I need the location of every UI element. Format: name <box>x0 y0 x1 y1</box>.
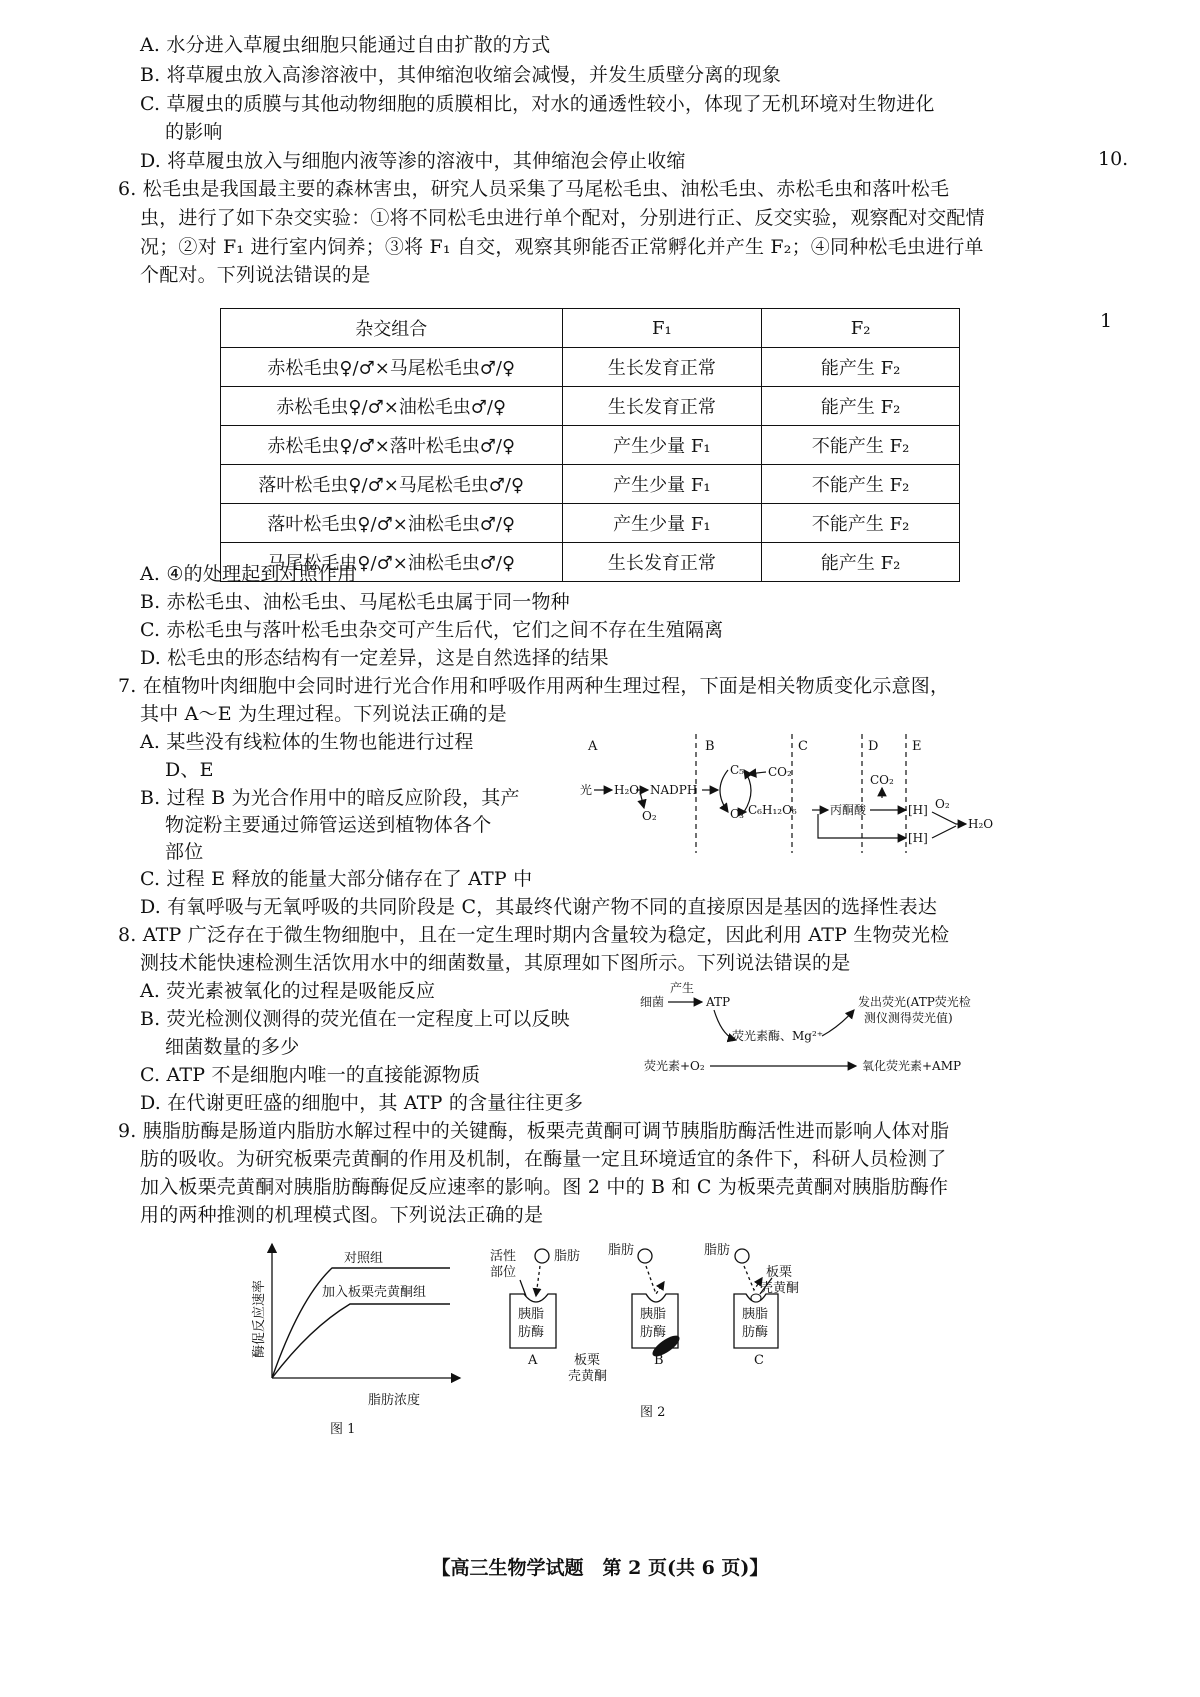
margin-number-1: 1 <box>1100 310 1113 332</box>
enzyme-label: 胰脂 <box>742 1307 769 1322</box>
q5-option-c: C. 草履虫的质膜与其他动物细胞的质膜相比，对水的通透性较小，体现了无机环境对生物进化 <box>140 93 935 115</box>
series-label-control: 对照组 <box>344 1251 384 1266</box>
stage-label-a: A <box>588 739 598 754</box>
q5-option-c-cont: 的影响 <box>165 121 223 143</box>
arrow <box>646 1266 664 1294</box>
table-cell: 产生少量 F₁ <box>562 465 762 504</box>
table-cell: 不能产生 F₂ <box>762 504 960 543</box>
enzyme-label: 肪酶 <box>518 1325 545 1340</box>
emit-label-2: 测仪测得荧光值) <box>864 1011 953 1025</box>
q8-option-c: C. ATP 不是细胞内唯一的直接能源物质 <box>140 1064 481 1086</box>
table-cell: 不能产生 F₂ <box>762 465 960 504</box>
q7-option-b: B. 过程 B 为光合作用中的暗反应阶段，其产 <box>140 787 520 809</box>
flavone-label: 板栗 <box>574 1353 601 1368</box>
q8-stem-2: 测技术能快速检测生活饮用水中的细菌数量，其原理如下图所示。下列说法错误的是 <box>140 952 851 974</box>
stage-label-c: C <box>798 739 808 754</box>
q7-option-b-cont1: 物淀粉主要通过筛管运送到植物体各个 <box>165 814 492 836</box>
table-cell: 赤松毛虫♀/♂×落叶松毛虫♂/♀ <box>221 426 563 465</box>
page-footer: 【高三生物学试题 第 2 页(共 6 页)】 <box>431 1557 769 1579</box>
figure-1-chart <box>250 1238 480 1438</box>
h2o-label: H₂O <box>614 783 640 797</box>
flavone-molecule <box>751 1294 761 1302</box>
q8-option-a: A. 荧光素被氧化的过程是吸能反应 <box>140 980 436 1002</box>
fat-molecule <box>535 1249 549 1263</box>
emit-label-1: 发出荧光(ATP荧光检 <box>858 995 971 1009</box>
q8-stem-1: 8. ATP 广泛存在于微生物细胞中，且在一定生理时期内含量较为稳定，因此利用 ATP 生物荧光检 <box>118 924 950 946</box>
fat-molecule <box>735 1249 749 1263</box>
arrow <box>748 772 766 774</box>
pyruvate-label: 丙酮酸 <box>830 803 867 817</box>
table-cell: 生长发育正常 <box>562 387 762 426</box>
table-cell: 落叶松毛虫♀/♂×马尾松毛虫♂/♀ <box>221 465 563 504</box>
q7-option-a-cont: D、E <box>165 759 214 781</box>
fat-label: 脂肪 <box>704 1243 731 1258</box>
metabolism-diagram <box>580 728 1010 858</box>
calvin-arc-left <box>720 770 728 812</box>
enzyme-label: 胰脂 <box>640 1307 667 1322</box>
fat-label: 脂肪 <box>554 1249 581 1264</box>
q5-option-b: B. 将草履虫放入高渗溶液中，其伸缩泡收缩会减慢，并发生质壁分离的现象 <box>140 64 782 86</box>
panel-label-a: A <box>528 1353 538 1368</box>
bacteria-label: 细菌 <box>640 995 665 1009</box>
q9-stem-4: 用的两种推测的机理模式图。下列说法正确的是 <box>140 1204 544 1226</box>
series-label-flavone: 加入板栗壳黄酮组 <box>322 1285 427 1300</box>
product-label: 氧化荧光素+AMP <box>862 1059 962 1073</box>
q5-option-d: D. 将草履虫放入与细胞内液等渗的溶液中，其伸缩泡会停止收缩 <box>140 150 686 172</box>
o2-e-label: O₂ <box>935 797 950 811</box>
enzyme-label: 肪酶 <box>640 1325 667 1340</box>
flavone-label: 壳黄酮 <box>760 1281 800 1296</box>
flavone-label: 板栗 <box>766 1265 793 1280</box>
stage-label-d: D <box>868 739 879 754</box>
table-cell: 生长发育正常 <box>562 348 762 387</box>
produce-label: 产生 <box>670 981 695 995</box>
margin-number-10: 10. <box>1098 148 1129 170</box>
stage-label-e: E <box>912 739 922 754</box>
table-cell: 生长发育正常 <box>562 543 762 582</box>
active-site-label-2: 部位 <box>490 1265 517 1280</box>
co2-d-label: CO₂ <box>870 773 894 787</box>
hybrid-table <box>220 308 960 582</box>
figure-2-mechanism <box>490 1238 870 1438</box>
fat-label: 脂肪 <box>608 1243 635 1258</box>
atp-fluorescence-diagram <box>640 980 1000 1080</box>
q6-stem-4: 个配对。下列说法错误的是 <box>140 264 371 286</box>
c5-label: C₅ <box>730 763 744 777</box>
q7-option-d: D. 有氧呼吸与无氧呼吸的共同阶段是 C，其最终代谢产物不同的直接原因是基因的选择性表达 <box>140 896 938 918</box>
light-label: 光 <box>580 783 593 797</box>
table-cell: 赤松毛虫♀/♂×油松毛虫♂/♀ <box>221 387 563 426</box>
q6-stem-2: 虫，进行了如下杂交实验：①将不同松毛虫进行单个配对，分别进行正、反交实验，观察配对交配情 <box>140 207 985 229</box>
arrow <box>822 1010 854 1036</box>
table-row <box>221 465 960 504</box>
y-axis-label: 酶促反应速率 <box>252 1279 267 1358</box>
fat-molecule <box>638 1249 652 1263</box>
reactant-label: 荧光素+O₂ <box>644 1059 705 1073</box>
panel-label-c: C <box>754 1353 764 1368</box>
o2-label: O₂ <box>642 809 657 823</box>
panel-label-b: B <box>654 1353 664 1368</box>
q6-option-d: D. 松毛虫的形态结构有一定差异，这是自然选择的结果 <box>140 647 609 669</box>
table-row <box>221 387 960 426</box>
h-label-1: [H] <box>908 803 928 817</box>
q6-stem-1: 6. 松毛虫是我国最主要的森林害虫，研究人员采集了马尾松毛虫、油松毛虫、赤松毛虫和落叶松毛 <box>118 178 950 200</box>
water-out-label: H₂O <box>968 817 994 831</box>
enzyme-label: 肪酶 <box>742 1325 769 1340</box>
co2-label: CO₂ <box>768 765 792 779</box>
table-cell: 能产生 F₂ <box>762 543 960 582</box>
table-cell: 马尾松毛虫♀/♂×油松毛虫♂/♀ <box>221 543 563 582</box>
enzyme-label: 胰脂 <box>518 1307 545 1322</box>
h-label-2: [H] <box>908 831 928 845</box>
arrow <box>536 1266 540 1296</box>
q9-stem-3: 加入板栗壳黄酮对胰脂肪酶酶促反应速率的影响。图 2 中的 B 和 C 为板栗壳黄酮对胰脂肪酶作 <box>140 1176 949 1198</box>
table-header: 杂交组合 <box>221 309 563 348</box>
q8-option-d: D. 在代谢更旺盛的细胞中，其 ATP 的含量往往更多 <box>140 1092 584 1114</box>
figure-caption: 图 2 <box>640 1405 666 1420</box>
q8-option-b-cont: 细菌数量的多少 <box>165 1036 300 1058</box>
arrow <box>640 792 644 808</box>
table-cell: 赤松毛虫♀/♂×马尾松毛虫♂/♀ <box>221 348 563 387</box>
stage-label-b: B <box>705 739 715 754</box>
atp-label: ATP <box>706 995 731 1009</box>
q9-stem-1: 9. 胰脂肪酶是肠道内脂肪水解过程中的关键酶，板栗壳黄酮可调节胰脂肪酶活性进而影响人体对脂 <box>118 1120 950 1142</box>
table-cell: 产生少量 F₁ <box>562 504 762 543</box>
q7-stem-1: 7. 在植物叶肉细胞中会同时进行光合作用和呼吸作用两种生理过程，下面是相关物质变化示意图， <box>118 675 950 697</box>
q7-option-b-cont2: 部位 <box>165 841 204 863</box>
q6-stem-3: 况；②对 F₁ 进行室内饲养；③将 F₁ 自交，观察其卵能否正常孵化并产生 F₂；④同种松毛虫进行单 <box>140 236 984 258</box>
x-axis-label: 脂肪浓度 <box>368 1393 421 1408</box>
active-site-label-1: 活性 <box>490 1249 517 1264</box>
enzyme-label: 荧光素酶、Mg²⁺ <box>732 1029 824 1043</box>
table-header: F₁ <box>562 309 762 348</box>
flavone-label: 壳黄酮 <box>568 1369 608 1384</box>
c3-label: C₃ <box>730 807 744 821</box>
arrow <box>932 826 956 838</box>
q8-option-b: B. 荧光检测仪测得的荧光值在一定程度上可以反映 <box>140 1008 570 1030</box>
q7-option-c: C. 过程 E 释放的能量大部分储存在了 ATP 中 <box>140 868 533 890</box>
table-cell: 能产生 F₂ <box>762 348 960 387</box>
q6-option-b: B. 赤松毛虫、油松毛虫、马尾松毛虫属于同一物种 <box>140 591 570 613</box>
nadph-label: NADPH <box>650 783 698 797</box>
table-row <box>221 348 960 387</box>
figure-caption: 图 1 <box>330 1422 356 1437</box>
q9-stem-2: 肪的吸收。为研究板栗壳黄酮的作用及机制，在酶量一定且环境适宜的条件下，科研人员检测了 <box>140 1148 947 1170</box>
table-cell: 落叶松毛虫♀/♂×油松毛虫♂/♀ <box>221 504 563 543</box>
table-row <box>221 504 960 543</box>
table-cell: 产生少量 F₁ <box>562 426 762 465</box>
q7-option-a: A. 某些没有线粒体的生物也能进行过程 <box>140 731 474 753</box>
glucose-label: C₆H₁₂O₆ <box>748 803 797 817</box>
q5-option-a: A. 水分进入草履虫细胞只能通过自由扩散的方式 <box>140 34 551 56</box>
table-cell: 能产生 F₂ <box>762 387 960 426</box>
table-header: F₂ <box>762 309 960 348</box>
q6-option-a: A. ④的处理起到对照作用 <box>140 563 357 585</box>
table-header-row <box>221 309 960 348</box>
q6-option-c: C. 赤松毛虫与落叶松毛虫杂交可产生后代，它们之间不存在生殖隔离 <box>140 619 724 641</box>
table-cell: 不能产生 F₂ <box>762 426 960 465</box>
arrow <box>932 812 966 824</box>
table-row <box>221 426 960 465</box>
q7-stem-2: 其中 A～E 为生理过程。下列说法正确的是 <box>140 703 507 725</box>
